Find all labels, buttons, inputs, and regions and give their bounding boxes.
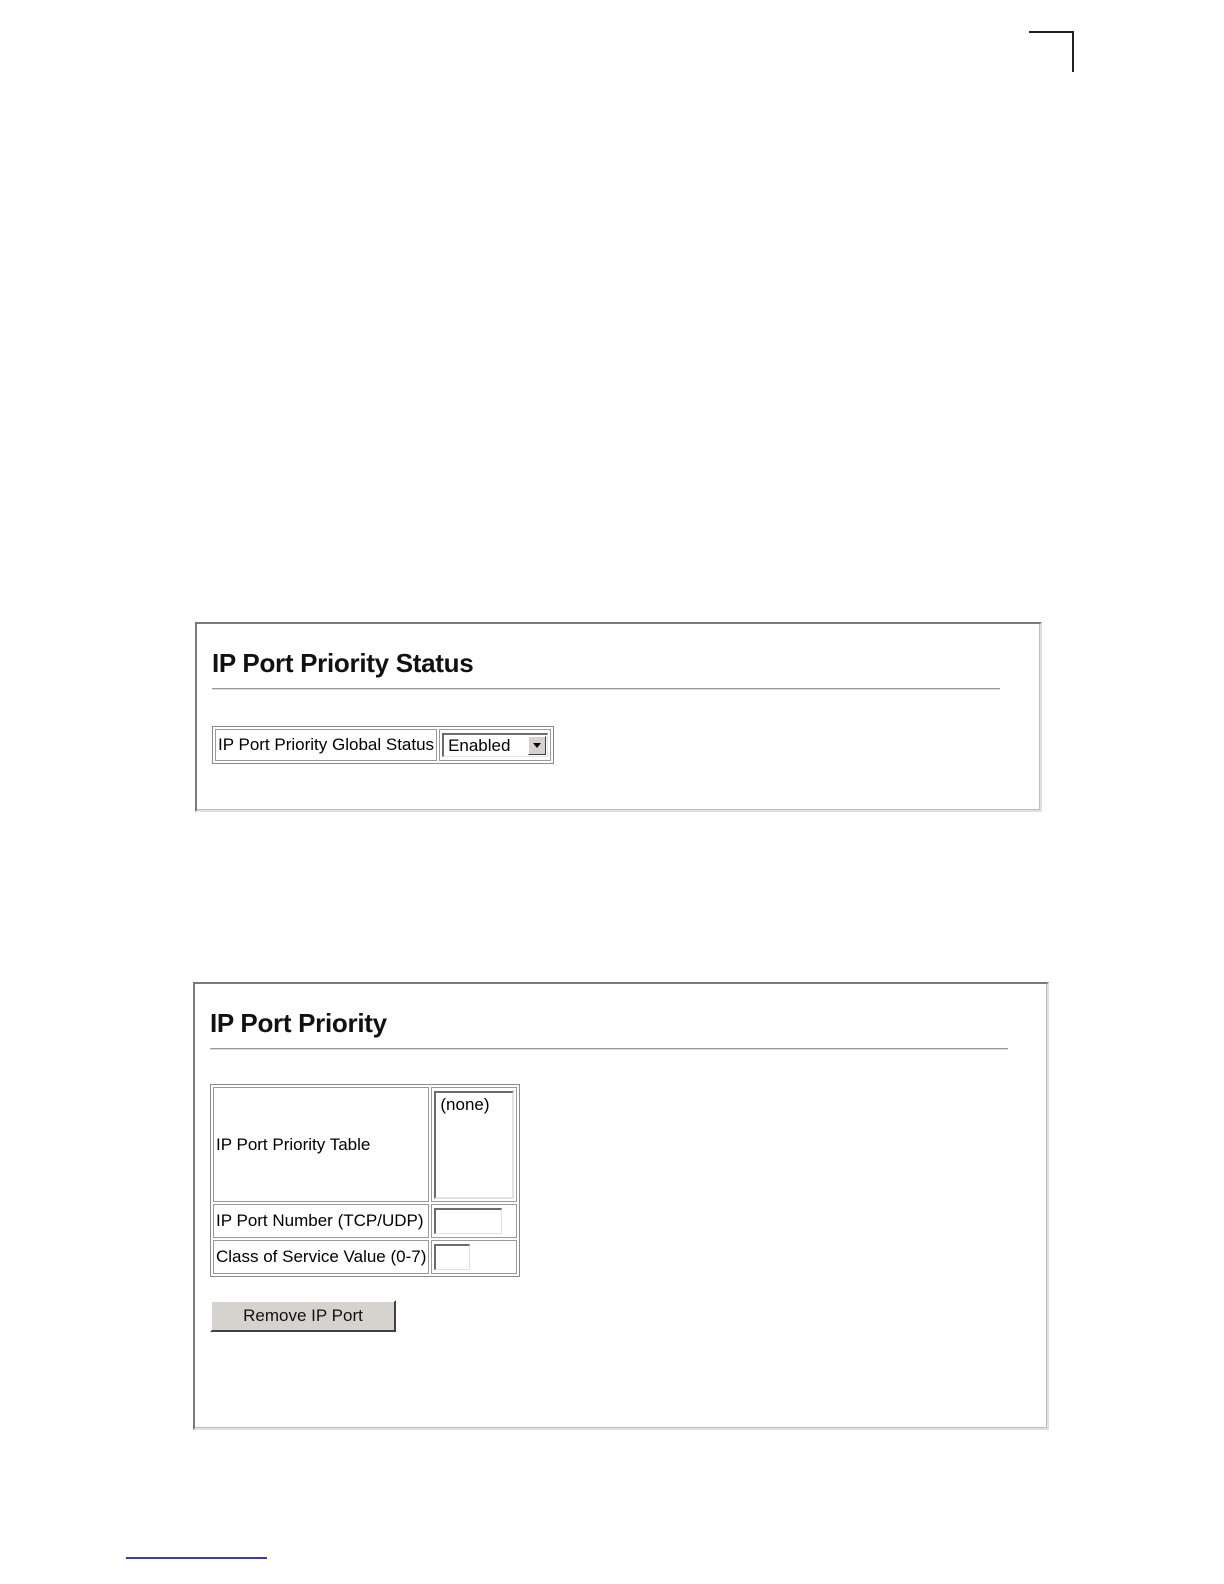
global-status-value: Enabled xyxy=(448,735,511,755)
global-status-label: IP Port Priority Global Status xyxy=(215,729,437,761)
ip-port-priority-panel xyxy=(193,982,1049,1430)
list-item[interactable]: (none) xyxy=(440,1094,490,1114)
title-divider xyxy=(212,688,1000,690)
priority-table-listbox[interactable] xyxy=(434,1091,514,1199)
status-form-table xyxy=(212,726,554,764)
footer-rule xyxy=(126,1557,267,1559)
port-number-cell xyxy=(431,1204,517,1238)
global-status-select[interactable] xyxy=(442,733,548,757)
priority-table-cell xyxy=(431,1087,517,1202)
port-number-input[interactable] xyxy=(434,1208,502,1234)
cos-value-input[interactable] xyxy=(434,1244,470,1270)
cos-value-cell xyxy=(431,1240,517,1274)
ip-port-priority-status-panel xyxy=(195,622,1042,812)
remove-ip-port-button[interactable]: Remove IP Port xyxy=(210,1300,396,1332)
priority-table-label: IP Port Priority Table xyxy=(213,1087,429,1202)
chevron-down-icon[interactable] xyxy=(528,736,546,755)
cos-value-label: Class of Service Value (0-7) xyxy=(213,1240,429,1274)
port-number-label: IP Port Number (TCP/UDP) xyxy=(213,1204,429,1238)
crop-mark-vertical xyxy=(1072,31,1074,72)
page-title: IP Port Priority Status xyxy=(212,648,474,678)
title-divider xyxy=(210,1048,1008,1050)
page-title: IP Port Priority xyxy=(210,1008,387,1038)
crop-mark-horizontal xyxy=(1029,31,1074,33)
priority-form-table xyxy=(210,1084,520,1277)
global-status-cell xyxy=(439,729,551,761)
